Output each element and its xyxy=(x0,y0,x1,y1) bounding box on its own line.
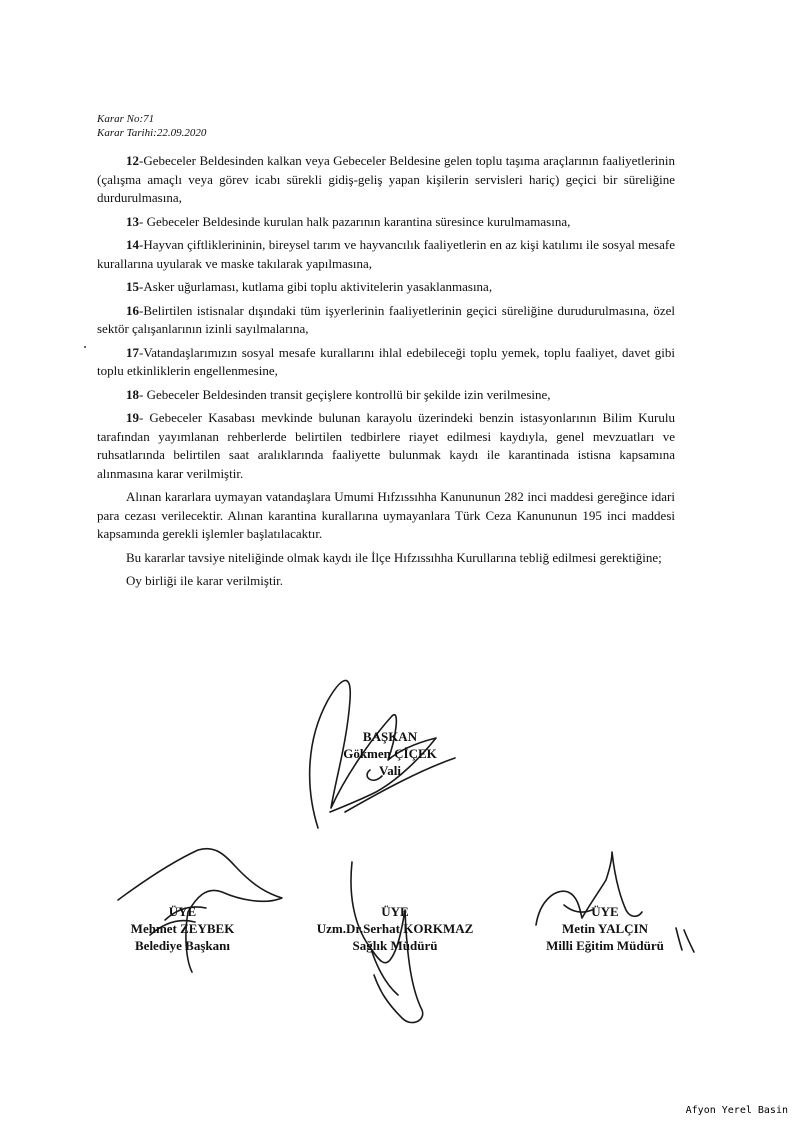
decision-item: 17-Vatandaşlarımızın sosyal mesafe kurallarını ihlal edebileceği toplu yemek, toplu faaliyet, davet gibi toplu etkinliklerin engellenmesine, xyxy=(97,344,675,378)
member1-title: Belediye Başkanı xyxy=(135,938,230,953)
decision-item: 15-Asker uğurlaması, kutlama gibi toplu aktivitelerin yasaklanmasına, xyxy=(126,279,493,294)
member1-signature-block xyxy=(115,903,250,954)
unanimous-statement: Oy birliği ile karar verilmiştir. xyxy=(126,573,284,588)
decision-item: 16-Belirtilen istisnalar dışındaki tüm işyerlerinin faaliyetlerinin geçici süreliğine durudurulmasına, özel sektör çalışanlarının izinli sayılmalarına, xyxy=(97,302,675,336)
watermark-text: Afyon Yerel Basin xyxy=(685,1105,788,1116)
decision-item: 19- Gebeceler Kasabası mevkinde bulunan karayolu üzerindeki benzin istasyonlarının Bilim Kurulu tarafından yayımlanan rehberlerde belirtilen tedbirlere riayet edilmesi kaydıyla, genel mevzuatları ve ruhsatlarında belirtilen saat aralıklarında faaliyette bulunmak kaydı ile karantinada istisna kapsamına alınmasına karar verilmiştir. xyxy=(97,410,675,481)
member2-signature-block xyxy=(300,903,490,954)
decision-number: Karar No:71 xyxy=(97,113,155,125)
member2-name: Uzm.Dr.Serhat KORKMAZ xyxy=(316,921,474,936)
chair-name: Gökmen ÇİÇEK xyxy=(343,746,437,761)
chair-signature-block xyxy=(330,728,450,779)
decision-date: Karar Tarihi:22.09.2020 xyxy=(97,127,207,139)
member3-name: Metin YALÇIN xyxy=(561,921,649,936)
member2-role: ÜYE xyxy=(381,904,409,919)
member3-title: Milli Eğitim Müdürü xyxy=(546,938,664,953)
member3-role: ÜYE xyxy=(591,904,619,919)
decision-item: 12-Gebeceler Beldesinden kalkan veya Gebeceler Beldesine gelen toplu taşıma araçlarının faaliyetlerinin (çalışma amaçlı veya görev icabı sürekli gidiş-geliş yapan kişilerin servisleri hariç) geçici bir süreliğine durdurulmasına, xyxy=(97,153,675,205)
decision-item: 18- Gebeceler Beldesinden transit geçişlere kontrollü bir şekilde izin verilmesine, xyxy=(126,386,551,402)
member2-title: Sağlık Müdürü xyxy=(352,938,438,953)
closing-paragraph: Bu kararlar tavsiye niteliğinde olmak kaydı ile İlçe Hıfzıssıhha Kurullarına tebliğ edilmesi gerektiğine; xyxy=(126,549,662,565)
decision-item: 14-Hayvan çiftliklerininin, bireysel tarım ve hayvancılık faaliyetlerin en az kişi katılımı ile sosyal mesafe kurallarına uyularak ve maske takılarak yapılmasına, xyxy=(97,237,675,271)
decision-item: 13- Gebeceler Beldesinde kurulan halk pazarının karantina süresince kurulmamasına, xyxy=(126,213,571,229)
closing-paragraph: Alınan kararlara uymayan vatandaşlara Umumi Hıfzıssıhha Kanununun 282 inci maddesi gereğince idari para cezası verilecektir. Alınan karantina kurallarına uymayanlara Türk Ceza Kanununun 195 inci maddesi kapsamında gerekli işlemler başlatılacaktır. xyxy=(97,489,675,541)
chair-role: BAŞKAN xyxy=(362,729,418,744)
chair-title: Vali xyxy=(379,763,401,778)
member1-role: ÜYE xyxy=(168,904,197,919)
member3-signature-block xyxy=(530,903,680,954)
member1-name: Mehmet ZEYBEK xyxy=(130,921,235,936)
